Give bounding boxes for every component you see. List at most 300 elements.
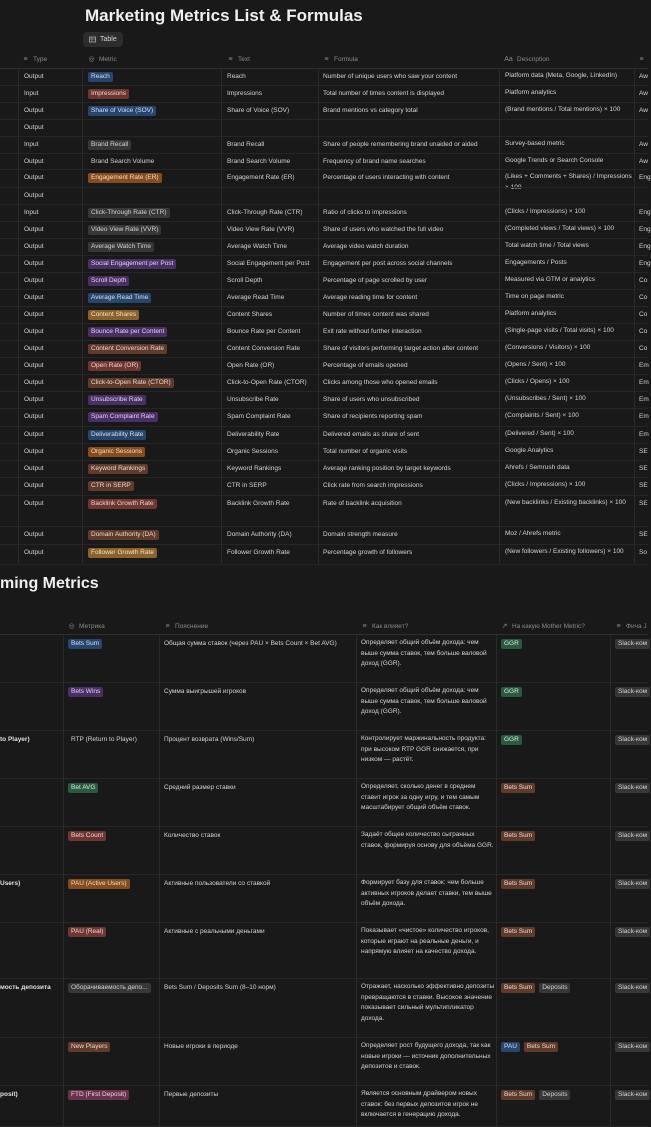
description-cell: Google Analytics [505,447,554,454]
description-cell: Survey-based metric [505,140,565,147]
formula-cell: Clicks among those who opened emails [323,379,438,386]
column-header-description[interactable] [504,56,550,63]
extra-cell: Eng [639,209,651,216]
extra-cell: Co [639,277,648,284]
extra-cell: Aw [639,107,648,114]
column-header-metric[interactable] [88,56,117,63]
type-cell: Output [24,174,44,181]
table-row[interactable] [0,290,648,307]
column-header-mother-metric[interactable] [501,623,585,630]
table-row[interactable] [0,779,648,827]
formula-cell: Average video watch duration [323,243,409,250]
formula-cell: Percentage growth of followers [323,549,413,556]
description-cell: Moz / Ahrefs metric [505,530,561,537]
view-tab-table[interactable] [83,32,123,47]
mother-metric-tag[interactable]: Bets Sum [501,831,535,841]
type-cell: Output [24,277,44,284]
extra-cell: Em [639,396,649,403]
text-cell: Unsubscribe Rate [227,396,279,403]
extra-cell: Em [639,379,649,386]
column-header-type[interactable] [22,56,47,63]
type-cell: Input [24,141,39,148]
extra-cell: Eng [639,260,651,267]
text-cell: Keyword Rankings [227,465,282,472]
table-row[interactable] [0,256,651,273]
text-cell: Average Watch Time [227,243,287,250]
metric-tag[interactable]: Engagement Rate (ER) [88,173,162,183]
metric-tag[interactable]: CTR in SERP [88,481,134,491]
text-cell: Domain Authority (DA) [227,531,292,538]
feature-tag[interactable]: Slack-ком [615,735,650,745]
text-aa-icon: Aa [504,56,513,63]
influence-cell: Определяет общий объём дохода: чем выше сумма ставок, тем больше валовой доход (GGR). [361,687,487,715]
mother-metric-tag[interactable]: Deposits [539,1090,570,1100]
metric-tag[interactable]: PAU (Real) [68,927,106,937]
description-cell: Platform analytics [505,310,557,317]
type-cell: Output [24,158,44,165]
type-cell: Output [24,73,44,80]
text-cell: Deliverability Rate [227,431,280,438]
text-cell: Brand Recall [227,141,265,148]
text-cell: Social Engagement per Post [227,260,310,267]
table-row[interactable] [0,273,648,290]
feature-tag[interactable]: Slack-ком [615,639,650,649]
influence-cell: Определяет рост будущего дохода, так как новые игроки — источник дополнительных депозитов и ставок. [361,1042,491,1070]
feature-tag[interactable]: Slack-ком [615,927,650,937]
extra-cell: Eng [639,174,651,181]
mother-metric-tag[interactable]: Bets Sum [501,879,535,889]
formula-cell: Exit rate without further interaction [323,328,422,335]
explanation-cell: Количество ставок [164,832,221,839]
extra-cell: Em [639,413,649,420]
table-row[interactable] [0,392,648,409]
formula-cell: Rate of backlink acquisition [323,500,402,507]
column-header-feature-label: Фича J [626,623,647,630]
type-cell: Output [24,107,44,114]
metric-tag[interactable]: Impressions [88,89,129,99]
metric-tag[interactable]: RTP (Return to Player) [71,736,137,743]
column-header-influence[interactable] [361,623,408,630]
type-cell: Output [24,192,44,199]
type-cell: Output [24,549,44,556]
column-divider [221,69,222,565]
explanation-cell: Общая сумма ставок (через PAU × Bets Count × Bet AVG) [164,640,337,647]
type-cell: Output [24,531,44,538]
mother-metric-tag[interactable]: GGR [501,639,522,649]
influence-cell: Отражает, насколько эффективно депозиты превращаются в ставки. Высокое значение показывает сильный мультипликатор дохода. [361,983,495,1022]
description-cell: (New followers / Existing followers) × 100 [505,548,624,555]
table-row[interactable] [0,923,648,979]
table-row[interactable] [0,875,648,923]
text-icon: ≡ [228,56,233,63]
column-header-metrika[interactable] [68,623,105,630]
metric-tag[interactable]: Content Conversion Rate [88,344,167,354]
extra-cell: Aw [639,158,648,165]
extra-cell: SE [639,531,648,538]
description-cell: Google Trends or Search Console [505,157,604,164]
column-divider [82,69,83,565]
text-cell: Organic Sessions [227,448,278,455]
explanation-cell: Активные с реальными деньгами [164,928,265,935]
influence-cell: Показывает «чистое» количество игроков, которые играют на реальные деньги, и напрямую влияет на качество дохода. [361,927,489,955]
metric-tag[interactable]: Brand Search Volume [91,158,155,165]
extra-cell: Aw [639,73,648,80]
column-divider [63,635,64,1127]
mother-metric-tag[interactable]: Deposits [539,983,570,993]
feature-tag[interactable]: Slack-ком [615,687,650,697]
metric-tag[interactable]: FTD (First Deposit) [68,1090,129,1100]
metric-tag[interactable]: Deliverability Rate [88,430,146,440]
mother-metric-tag[interactable]: PAU [501,1042,520,1052]
description-cell: (Clicks / Impressions) × 100 [505,481,586,488]
text-cell: Backlink Growth Rate [227,500,290,507]
page-title: Marketing Metrics List & Formulas [85,6,363,25]
explanation-cell: Средний размер ставки [164,784,236,791]
column-header-mother-metric-label: На какую Mother Metric? [512,623,585,630]
column-header-extra[interactable] [638,56,645,63]
extra-cell: Aw [639,90,648,97]
column-header-formula-label: Formula [334,56,358,63]
description-cell: Platform analytics [505,89,557,96]
type-cell: Output [24,431,44,438]
type-cell: Output [24,294,44,301]
description-cell: Platform data (Meta, Google, LinkedIn) [505,72,618,79]
extra-cell: Aw [639,141,648,148]
influence-cell: Определяет общий объём дохода: чем выше сумма ставок, тем больше валовой доход (GGR). [361,639,487,667]
column-header-text-label: Text [238,56,250,63]
extra-cell: SE [639,500,648,507]
explanation-cell: Bets Sum / Deposits Sum (8–10 норм) [164,984,276,991]
column-header-text[interactable] [227,56,250,63]
table-icon [89,36,96,43]
type-cell: Input [24,90,39,97]
table-row[interactable] [0,979,648,1038]
description-cell: Ahrefs / Semrush data [505,464,570,471]
influence-cell: Контролирует маржинальность продукта: при высоком RTP GGR снижается, при низком — растёт. [361,735,486,763]
table-row[interactable] [0,478,648,496]
extra-cell: Eng [639,226,651,233]
extra-cell: So [639,549,647,556]
table-row[interactable] [0,461,648,478]
list-icon: ≡ [616,623,621,630]
type-cell: Output [24,362,44,369]
table-row[interactable] [0,427,648,444]
list-icon: ≡ [23,56,28,63]
description-cell: Total watch time / Total views [505,242,589,249]
metric-tag[interactable]: Bets Count [68,831,106,841]
column-divider [610,635,611,1127]
influence-cell: Является основным драйвером новых ставок: без первых депозитов игрок не включается в генерацию дохода. [361,1090,479,1118]
description-cell: (Delivered / Sent) × 100 [505,430,574,437]
formula-cell: Total number of times content is displayed [323,90,445,97]
mother-metric-tag[interactable]: Bets Sum [501,1090,535,1100]
column-header-metrika-label: Метрика [79,623,105,630]
type-cell: Input [24,209,39,216]
feature-tag[interactable]: Slack-ком [615,1090,650,1100]
mother-metric-tag[interactable]: Bets Sum [524,1042,558,1052]
row-left-label: мость депозита [0,984,51,991]
table-row[interactable] [0,444,648,461]
metric-tag[interactable]: PAU (Active Users) [68,879,130,889]
description-cell: (Complaints / Sent) × 100 [505,412,579,419]
description-cell: (Single-page visits / Total visits) × 100 [505,327,614,334]
table-row[interactable] [0,205,651,222]
extra-cell: SE [639,465,648,472]
type-cell: Output [24,260,44,267]
table-row[interactable] [0,154,648,170]
table-row[interactable] [0,683,648,731]
formula-cell: Share of users who watched the full video [323,226,444,233]
description-cell: (New backlinks / Existing backlinks) × 100 [505,499,626,506]
metric-tag[interactable]: Scroll Depth [88,276,129,286]
metric-tag[interactable]: Bets Wins [68,687,103,697]
text-cell: Reach [227,73,246,80]
column-divider [356,635,357,1127]
metric-tag[interactable]: Average Read Time [88,293,151,303]
text-cell: Scroll Depth [227,277,263,284]
table-row[interactable] [0,375,648,392]
type-cell: Output [24,413,44,420]
table-row[interactable] [0,409,648,427]
formula-cell: Frequency of brand name searches [323,158,426,165]
text-cell: Brand Search Volume [227,158,291,165]
status-icon: ◎ [88,56,95,63]
table-row[interactable] [0,170,651,188]
explanation-cell: Процент возврата (Wins/Sum) [164,736,255,743]
description-cell: (Brand mentions / Total mentions) × 100 [505,106,621,113]
description-cell: (Unsubscribes / Sent) × 100 [505,395,586,402]
description-cell: (Likes + Comments + Shares) / Impressions [505,173,632,180]
explanation-cell: Новые игроки в периоде [164,1043,238,1050]
text-icon: ≡ [362,623,367,630]
metric-tag[interactable]: Open Rate (OR) [88,361,141,371]
formula-cell: Delivered emails as share of sent [323,431,420,438]
column-divider [499,69,500,565]
table-row[interactable] [0,120,648,137]
metric-tag[interactable]: Click-to-Open Rate (CTOR) [88,378,174,388]
text-cell: Average Read Time [227,294,285,301]
type-cell: Output [24,226,44,233]
column-header-feature[interactable] [615,623,647,630]
formula-cell: Number of times content was shared [323,311,429,318]
mother-metric-tag[interactable]: Bets Sum [501,927,535,937]
row-left-label: to Player) [0,736,30,743]
text-cell: Impressions [227,90,263,97]
type-cell: Output [24,396,44,403]
type-cell: Output [24,448,44,455]
type-cell: Output [24,379,44,386]
description-cell: (Completed views / Total views) × 100 [505,225,615,232]
table-row[interactable] [0,69,648,86]
metric-tag[interactable]: Follower Growth Rate [88,548,157,558]
extra-cell: Co [639,294,648,301]
table-row[interactable] [0,545,648,565]
metric-tag[interactable]: Backlink Growth Rate [88,499,157,509]
formula-cell: Percentage of users interacting with content [323,174,450,181]
text-cell: Follower Growth Rate [227,549,290,556]
metric-tag[interactable]: Bet AVG [68,783,98,793]
formula-cell: Share of people remembering brand unaided or aided [323,141,478,148]
extra-cell: SE [639,448,648,455]
metric-tag[interactable]: Keyword Rankings [88,464,148,474]
metric-tag[interactable]: Average Watch Time [88,242,154,252]
metric-tag[interactable]: Оборачиваемость депо... [68,983,151,993]
description-cell: (Conversions / Visitors) × 100 [505,344,591,351]
mother-metric-tag[interactable]: GGR [501,735,522,745]
text-cell: Engagement Rate (ER) [227,174,295,181]
text-cell: Video View Rate (VVR) [227,226,295,233]
status-icon: ◎ [68,623,75,630]
extra-cell: SE [639,482,648,489]
column-header-type-label: Type [33,56,48,63]
metric-tag[interactable]: Bets Sum [68,639,102,649]
text-cell: Click-Through Rate (CTR) [227,209,303,216]
formula-cell: Share of users who unsubscribed [323,396,420,403]
influence-cell: Определяет, сколько денег в среднем ставит игрок за одну игру, и тем самым масштабирует общий объём ставок. [361,783,480,811]
table-row[interactable] [0,358,648,375]
metric-tag[interactable]: New Players [68,1042,110,1052]
type-cell: Output [24,500,44,507]
column-header-description-label: Description [517,56,550,63]
influence-cell: Задаёт общее количество сыгранных ставок, формируя основу для объёма GGR. [361,831,494,849]
type-cell: Output [24,328,44,335]
type-cell: Output [24,311,44,318]
metric-tag[interactable]: Social Engagement per Post [88,259,176,269]
mother-metric-tag[interactable]: Bets Sum [501,783,535,793]
text-icon: ≡ [165,623,170,630]
extra-cell: Co [639,311,648,318]
metric-tag[interactable]: Spam Complaint Rate [88,412,158,422]
description-cell: (Opens / Sent) × 100 [505,361,566,368]
metric-tag[interactable]: Reach [88,72,113,82]
description-cell: Engagements / Posts [505,259,567,266]
text-icon: ≡ [324,56,329,63]
metric-tag[interactable]: Share of Voice (SOV) [88,106,156,116]
section-title: ming Metrics [0,575,99,592]
table-row[interactable] [0,1086,648,1127]
column-divider [496,635,497,1127]
formula-cell: Share of recipients reporting spam [323,413,423,420]
text-cell: Open Rate (OR) [227,362,275,369]
formula-cell: Domain strength measure [323,531,398,538]
metric-tag[interactable]: Domain Authority (DA) [88,530,159,540]
column-divider [318,69,319,565]
table-row[interactable] [0,188,648,205]
formula-cell: Share of visitors performing target action after content [323,345,478,352]
table-row[interactable] [0,137,648,154]
row-divider [0,564,648,565]
row-left-label: posit) [0,1091,18,1098]
formula-cell: Percentage of emails opened [323,362,408,369]
formula-cell: Average ranking position by target keywords [323,465,451,472]
formula-cell: Total number of organic visits [323,448,408,455]
column-divider [18,69,19,565]
formula-cell: Number of unique users who saw your content [323,73,458,80]
feature-tag[interactable]: Slack-ком [615,1042,650,1052]
formula-cell: Ratio of clicks to impressions [323,209,407,216]
influence-cell: Формирует базу для ставок: чем больше активных игроков делает ставки, тем выше объём дохода. [361,879,492,907]
extra-cell: Eng [639,243,651,250]
type-cell: Output [24,243,44,250]
text-cell: CTR in SERP [227,482,267,489]
metric-tag[interactable]: Content Shares [88,310,139,320]
column-header-explanation-label: Пояснение [175,623,209,630]
feature-tag[interactable]: Slack-ком [615,783,650,793]
table-row[interactable] [0,103,648,120]
table-row[interactable] [0,341,648,358]
explanation-cell: Активные пользователи со ставкой [164,880,271,887]
metric-tag[interactable]: Bounce Rate per Content [88,327,167,337]
metric-tag[interactable]: Brand Recall [88,140,131,150]
text-cell: Bounce Rate per Content [227,328,301,335]
text-cell: Share of Voice (SOV) [227,107,290,114]
row-left-label: Users) [0,880,21,887]
description-cell: Measured via GTM or analytics [505,276,595,283]
table-row[interactable] [0,731,648,779]
text-cell: Click-to-Open Rate (CTOR) [227,379,307,386]
formula-cell: Average reading time for content [323,294,418,301]
explanation-cell: Сумма выигрышей игроков [164,688,247,695]
mother-metric-tag[interactable]: Bets Sum [501,983,535,993]
table-row[interactable] [0,496,648,527]
type-cell: Output [24,465,44,472]
metric-tag[interactable]: Click-Through Rate (CTR) [88,208,170,218]
column-header-explanation[interactable] [164,623,208,630]
table-row[interactable] [0,527,648,545]
formula-cell: Engagement per post across social channels [323,260,453,267]
table-row[interactable] [0,239,651,256]
table-row[interactable] [0,324,648,341]
extra-cell: Em [639,431,649,438]
feature-tag[interactable]: Slack-ком [615,831,650,841]
table-row[interactable] [0,1038,648,1086]
formula-cell: Click rate from search impressions [323,482,423,489]
extra-cell: Em [639,362,649,369]
column-header-metric-label: Metric [99,56,117,63]
extra-cell: Co [639,328,648,335]
description-cell: Time on page metric [505,293,565,300]
text-cell: Spam Complaint Rate [227,413,291,420]
metric-tag[interactable]: Unsubscribe Rate [88,395,146,405]
column-divider [634,69,635,565]
text-cell: Content Shares [227,311,273,318]
view-tab-label: Table [100,36,117,43]
table-row[interactable] [0,635,648,683]
type-cell: Output [24,482,44,489]
text-cell: Content Conversion Rate [227,345,300,352]
type-cell: Output [24,345,44,352]
formula-cell: Brand mentions vs category total [323,107,418,114]
formula-cell: Percentage of page scrolled by user [323,277,428,284]
mother-metric-tag[interactable]: GGR [501,687,522,697]
feature-tag[interactable]: Slack-ком [615,879,650,889]
relation-icon: ↗ [501,623,508,630]
explanation-cell: Первые депозиты [164,1091,219,1098]
column-divider [159,635,160,1127]
description-cell: (Clicks / Impressions) × 100 [505,208,586,215]
table-row[interactable] [0,307,648,324]
table-row[interactable] [0,827,648,875]
description-cell: (Clicks / Opens) × 100 [505,378,570,385]
metric-tag[interactable]: Video View Rate (VVR) [88,225,161,235]
table-row[interactable] [0,86,648,103]
column-header-formula[interactable] [323,56,358,63]
feature-tag[interactable]: Slack-ком [615,983,650,993]
extra-cell: Co [639,345,648,352]
column-header-influence-label: Как влияет? [372,623,409,630]
metric-tag[interactable]: Organic Sessions [88,447,145,457]
table-row[interactable] [0,222,651,239]
